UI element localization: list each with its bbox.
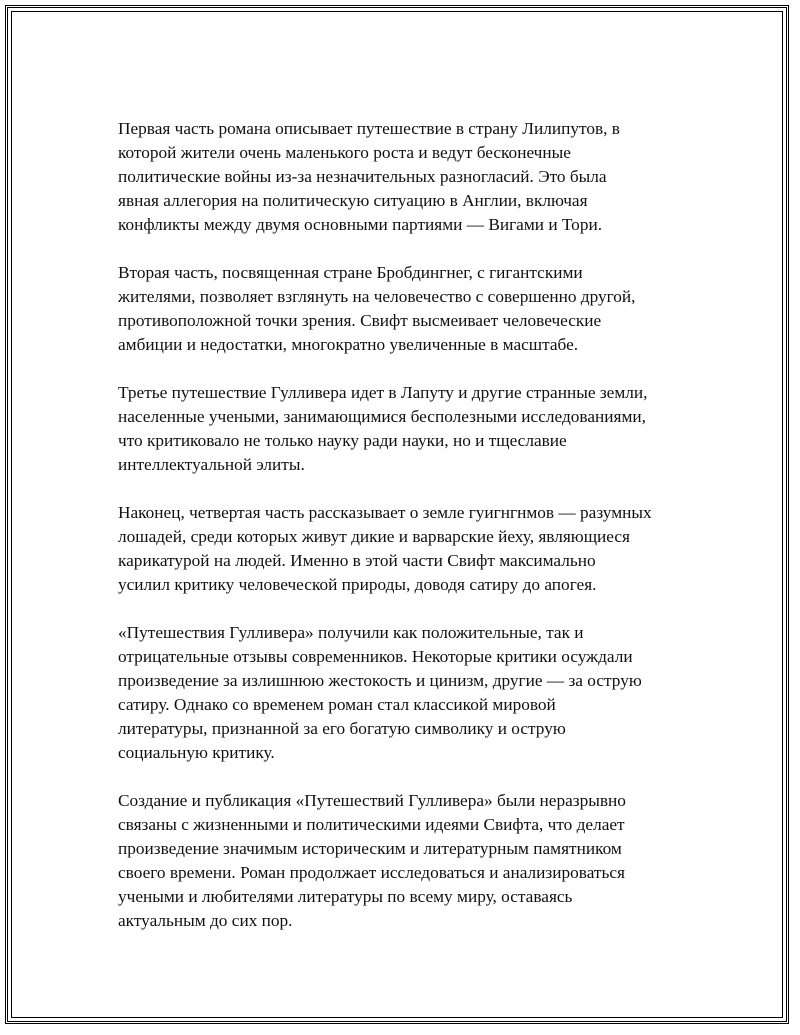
text-line: населенные учеными, занимающимися бесполезными исследованиями, (118, 407, 646, 426)
text-line: Создание и публикация «Путешествий Гулливера» были неразрывно (118, 791, 626, 810)
text-line: политические войны из-за незначительных разногласий. Это была (118, 167, 607, 186)
text-line: явная аллегория на политическую ситуацию в Англии, включая (118, 191, 588, 210)
document-body (118, 117, 698, 957)
text-line: противоположной точки зрения. Свифт высмеивает человеческие (118, 311, 602, 330)
text-line: учеными и любителями литературы по всему миру, оставаясь (118, 887, 573, 906)
text-line: что критиковало не только науку ради науки, но и тщеславие (118, 431, 567, 450)
text-line: Наконец, четвертая часть рассказывает о земле гуигнгнмов — разумных (118, 503, 652, 522)
text-line: литературы, признанной за его богатую символику и острую (118, 719, 566, 738)
text-line: актуальным до сих пор. (118, 911, 293, 930)
text-line: произведение за излишнюю жестокость и цинизм, другие — за острую (118, 671, 642, 690)
text-line: сатиру. Однако со временем роман стал классикой мировой (118, 695, 556, 714)
paragraph-5 (118, 621, 698, 765)
text-line: произведение значимым историческим и литературным памятником (118, 839, 622, 858)
text-line: которой жители очень маленького роста и ведут бесконечные (118, 143, 571, 162)
text-line: лошадей, среди которых живут дикие и варварские йеху, являющиеся (118, 527, 630, 546)
text-line: конфликты между двумя основными партиями — Вигами и Тори. (118, 215, 603, 234)
paragraph-6 (118, 789, 698, 933)
text-line: карикатурой на людей. Именно в этой части Свифт максимально (118, 551, 596, 570)
text-line: усилил критику человеческой природы, доводя сатиру до апогея. (118, 575, 597, 594)
text-line: Первая часть романа описывает путешествие в страну Лилипутов, в (118, 119, 620, 138)
paragraph-2 (118, 261, 698, 357)
text-line: интеллектуальной элиты. (118, 455, 305, 474)
text-line: амбиции и недостатки, многократно увеличенные в масштабе. (118, 335, 579, 354)
paragraph-3 (118, 381, 698, 477)
text-line: отрицательные отзывы современников. Некоторые критики осуждали (118, 647, 633, 666)
paragraph-1 (118, 117, 698, 237)
text-line: Третье путешествие Гулливера идет в Лапуту и другие странные земли, (118, 383, 648, 402)
text-line: связаны с жизненными и политическими идеями Свифта, что делает (118, 815, 625, 834)
text-line: «Путешествия Гулливера» получили как положительные, так и (118, 623, 584, 642)
text-line: Вторая часть, посвященная стране Бробдингнег, с гигантскими (118, 263, 583, 282)
text-line: своего времени. Роман продолжает исследоваться и анализироваться (118, 863, 625, 882)
paragraph-4 (118, 501, 698, 597)
text-line: социальную критику. (118, 743, 275, 762)
text-line: жителями, позволяет взглянуть на человечество с совершенно другой, (118, 287, 636, 306)
